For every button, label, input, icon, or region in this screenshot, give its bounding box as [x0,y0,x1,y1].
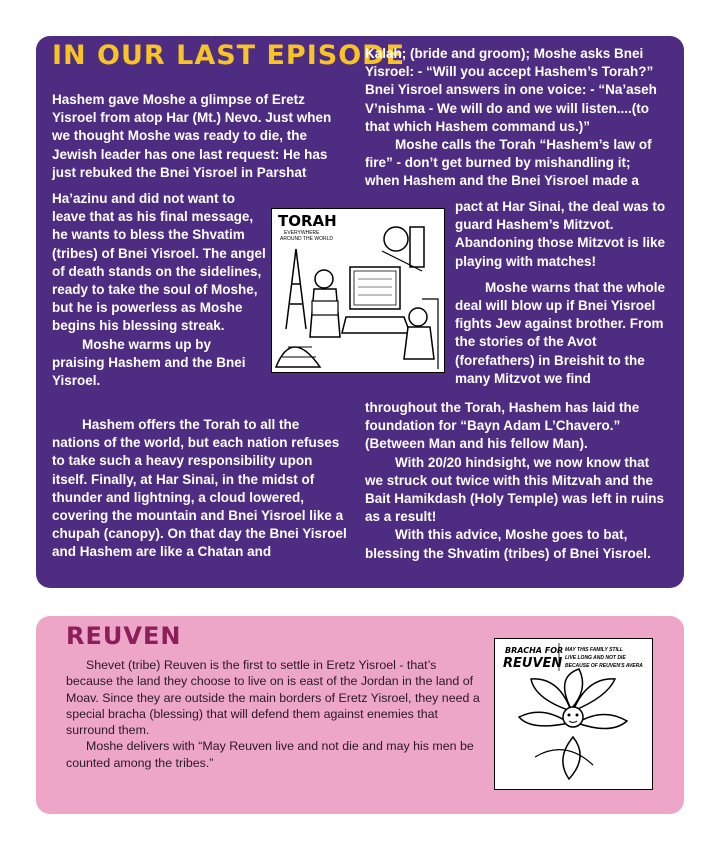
reuven-body [66,657,484,771]
torah-illustration [271,208,445,373]
reuven-title: REUVEN [66,622,182,650]
episode-col2-wrap-text-2: Moshe warns that the whole deal will blow up if Bnei Yisroel fights Jew against brother. From the stories of the Avot (forefathers) in Breishit to the many Mitzvot we find [455,279,666,386]
torah-subheading-1: EVERYWHERE [284,230,320,236]
episode-col2-wrap-text-1: pact at Har Sinai, the deal was to guard Hashem’s Mitzvot. Abandoning those Mitzvot is like playing with matches! [455,199,666,269]
plant-cartoon-icon [495,639,652,789]
episode-col1-bottom [52,416,348,562]
bracha-caption-3: BECAUSE OF REUVEN'S AVERA [565,663,643,669]
torah-world-cartoon-icon [272,209,444,372]
episode-col2-top [365,45,667,191]
bracha-caption-1: MAY THIS FAMILY STILL [565,647,623,653]
bracha-label-1: BRACHA FOR [505,646,564,655]
episode-col2-bottom-text-2: With 20/20 hindsight, we now know that we struck out twice with this Mitzvah and the Bait Hamikdash (Holy Temple) was left in ruins as a result! [365,454,665,525]
reuven-paragraph-2: Moshe delivers with “May Reuven live and not die and may his men be counted among the tribes.” [66,739,474,770]
episode-col2-wrap [455,198,669,388]
bracha-label-2: REUVEN [503,656,563,671]
episode-col1-wrap-text-2: Moshe warms up by praising Hashem and the Bnei Yisroel. [52,336,246,389]
bracha-caption-2: LIVE LONG AND NOT DIE [565,655,626,661]
torah-heading: TORAH [278,212,337,230]
torah-subheading-2: AROUND THE WORLD [280,236,333,242]
episode-col2-bottom [365,399,669,563]
episode-col1-wrap [52,190,266,390]
episode-col2-bottom-text-1: throughout the Torah, Hashem has laid the foundation for “Bayn Adam L’Chavero.” (Between Man and his fellow Man). [365,400,640,452]
episode-col2-top-text-1: Kalah; (bride and groom); Moshe asks Bnei Yisroel: - “Will you accept Hashem’s Torah?” Bnei Yisroel answers in one voice: - “Na’aseh V’nishma - We will do and we will listen....(to that which Hashem command us.)” [365,46,657,134]
reuven-illustration [494,638,653,790]
episode-col2-top-text-2: Moshe calls the Torah “Hashem’s law of fire” - don’t get burned by mishandling it; when Hashem and the Bnei Yisroel made a [365,137,652,189]
episode-title: IN OUR LAST EPISODE [52,40,406,71]
episode-col1-bottom-text: Hashem offers the Torah to all the nations of the world, but each nation refuses to take such a heavy responsibility upon itself. Finally, at Har Sinai, in the midst of thunder and lightning, a cloud lowered, covering the mountain and Bnei Yisroel like a chupah (canopy). On that day the Bnei Yisroel and Hashem are like a Chatan and [52,417,347,560]
episode-col1-top-text: Hashem gave Moshe a glimpse of Eretz Yisroel from atop Har (Mt.) Nevo. Just when we thought Moshe was ready to die, the Jewish leader has one last request: He has just rebuked the Bnei Yisroel in Parshat [52,92,332,180]
episode-col2-bottom-text-3: With this advice, Moshe goes to bat, blessing the Shvatim (tribes) of Bnei Yisroel. [365,527,651,561]
episode-col1-top [52,91,348,182]
reuven-paragraph-1: Shevet (tribe) Reuven is the first to settle in Eretz Yisroel - that’s because the land they choose to live on is east of the Jordan in the land of Moav. Since they are outside the main borders of Eretz Yisroel, they need a special bracha (blessing) that will defend them against enemies that surround them. [66,658,480,738]
episode-col1-wrap-text: Ha’azinu and did not want to leave that as his final message, he wants to bless the Shvatim (tribes) of Bnei Yisroel. The angel of death stands on the sidelines, ready to take the soul of Moshe, but he is powerless as Moshe begins his blessing streak. [52,191,266,334]
